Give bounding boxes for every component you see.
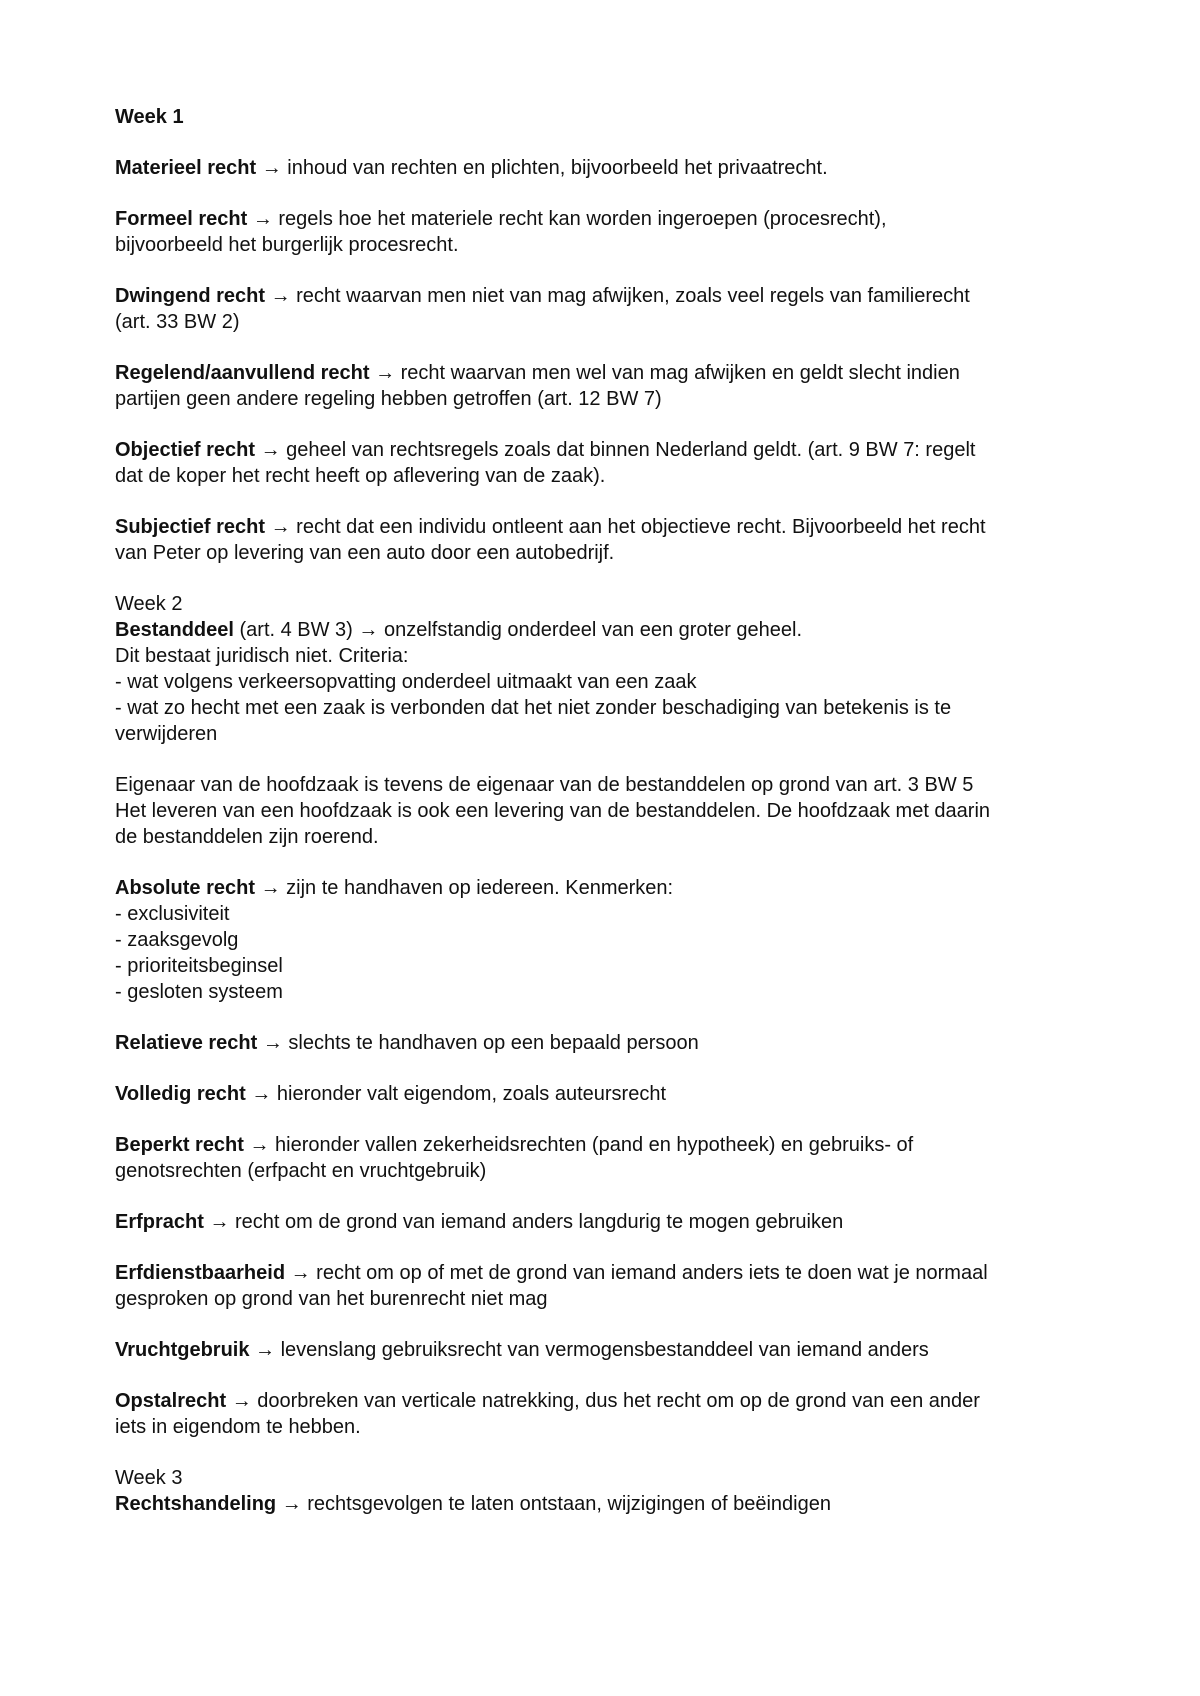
- definition-text: dat de koper het recht heeft op aflevering van de zaak).: [115, 465, 606, 487]
- article-reference: (art. 4 BW 3): [233, 619, 359, 641]
- definition-term: Vruchtgebruik: [115, 1339, 250, 1361]
- paragraph-line: Eigenaar van de hoofdzaak is tevens de eigenaar van de bestanddelen op grond van art. 3 BW 5: [115, 774, 974, 796]
- definition-text: genotsrechten (erfpacht en vruchtgebruik): [115, 1160, 487, 1182]
- definition-materieel-recht: [115, 155, 1104, 181]
- definition-text: regels hoe het materiele recht kan worden ingeroepen (procesrecht),: [272, 208, 887, 230]
- definition-volledig-recht: [115, 1081, 1104, 1107]
- criteria-item: verwijderen: [115, 723, 218, 745]
- definition-text: recht waarvan men niet van mag afwijken, zoals veel regels van familierecht: [290, 285, 970, 307]
- definition-text: rechtsgevolgen te laten ontstaan, wijzigingen of beëindigen: [301, 1493, 831, 1515]
- definition-term: Absolute recht: [115, 877, 256, 899]
- paragraph-line: Het leveren van een hoofdzaak is ook een levering van de bestanddelen. De hoofdzaak met daarin: [115, 800, 991, 822]
- week-heading: Week 3: [115, 1467, 183, 1489]
- definition-term: Dwingend recht: [115, 285, 266, 307]
- definition-beperkt-recht: [115, 1132, 1104, 1184]
- definition-regelend-recht: [115, 360, 1104, 412]
- definition-text: iets in eigendom te hebben.: [115, 1416, 361, 1438]
- definition-text: onzelfstandig onderdeel van een groter geheel.: [378, 619, 803, 641]
- arrow-icon: →: [251, 1083, 272, 1105]
- arrow-icon: →: [270, 285, 291, 307]
- definition-opstalrecht: [115, 1388, 1104, 1440]
- definition-text: Dit bestaat juridisch niet. Criteria:: [115, 645, 409, 667]
- definition-text: inhoud van rechten en plichten, bijvoorbeeld het privaatrecht.: [281, 157, 828, 179]
- definition-text: (art. 33 BW 2): [115, 311, 240, 333]
- list-item: - gesloten systeem: [115, 981, 283, 1003]
- definition-text: recht waarvan men wel van mag afwijken en geldt slecht indien: [395, 362, 960, 384]
- week-heading: Week 1: [115, 106, 184, 128]
- arrow-icon: →: [270, 516, 291, 538]
- arrow-icon: →: [261, 157, 282, 179]
- list-item: - exclusiviteit: [115, 903, 230, 925]
- definition-text: levenslang gebruiksrecht van vermogensbestanddeel van iemand anders: [275, 1339, 929, 1361]
- definition-formeel-recht: [115, 206, 1104, 258]
- definition-text: bijvoorbeeld het burgerlijk procesrecht.: [115, 234, 459, 256]
- week3-block: [115, 1465, 1104, 1517]
- definition-dwingend-recht: [115, 283, 1104, 335]
- arrow-icon: →: [249, 1134, 270, 1156]
- paragraph-line: de bestanddelen zijn roerend.: [115, 826, 379, 848]
- definition-erfdienstbaarheid: [115, 1260, 1104, 1312]
- definition-term: Regelend/aanvullend recht: [115, 362, 370, 384]
- definition-text: geheel van rechtsregels zoals dat binnen Nederland geldt. (art. 9 BW 7: regelt: [280, 439, 976, 461]
- arrow-icon: →: [231, 1390, 252, 1412]
- definition-term: Opstalrecht: [115, 1390, 227, 1412]
- definition-text: van Peter op levering van een auto door een autobedrijf.: [115, 542, 615, 564]
- definition-text: doorbreken van verticale natrekking, dus het recht om op de grond van een ander: [251, 1390, 980, 1412]
- arrow-icon: →: [290, 1262, 311, 1284]
- definition-term: Subjectief recht: [115, 516, 266, 538]
- arrow-icon: →: [260, 877, 281, 899]
- definition-text: recht om de grond van iemand anders langdurig te mogen gebruiken: [229, 1211, 844, 1233]
- definition-text: recht om op of met de grond van iemand anders iets te doen wat je normaal: [310, 1262, 988, 1284]
- definition-text: hieronder valt eigendom, zoals auteursrecht: [271, 1083, 666, 1105]
- criteria-item: - wat zo hecht met een zaak is verbonden dat het niet zonder beschadiging van betekenis is te: [115, 697, 952, 719]
- definition-text: zijn te handhaven op iedereen. Kenmerken:: [280, 877, 674, 899]
- week-heading: Week 2: [115, 593, 183, 615]
- definition-term: Objectief recht: [115, 439, 256, 461]
- list-item: - zaaksgevolg: [115, 929, 239, 951]
- definition-term: Rechtshandeling: [115, 1493, 277, 1515]
- week1-heading-block: [115, 104, 1104, 130]
- definition-term: Formeel recht: [115, 208, 248, 230]
- definition-term: Relatieve recht: [115, 1032, 258, 1054]
- week2-bestanddeel-block: [115, 591, 1104, 747]
- arrow-icon: →: [281, 1493, 302, 1515]
- definition-term: Materieel recht: [115, 157, 257, 179]
- definition-term: Bestanddeel: [115, 619, 234, 641]
- eigenaar-paragraph: [115, 772, 1104, 850]
- arrow-icon: →: [260, 439, 281, 461]
- definition-absolute-recht: [115, 875, 1104, 1005]
- criteria-item: - wat volgens verkeersopvatting onderdeel uitmaakt van een zaak: [115, 671, 697, 693]
- definition-relatieve-recht: [115, 1030, 1104, 1056]
- arrow-icon: →: [358, 619, 379, 641]
- arrow-icon: →: [262, 1032, 283, 1054]
- arrow-icon: →: [255, 1339, 276, 1361]
- definition-text: recht dat een individu ontleent aan het objectieve recht. Bijvoorbeeld het recht: [290, 516, 986, 538]
- definition-term: Volledig recht: [115, 1083, 246, 1105]
- definition-term: Beperkt recht: [115, 1134, 244, 1156]
- definition-erfpracht: [115, 1209, 1104, 1235]
- arrow-icon: →: [375, 362, 396, 384]
- definition-objectief-recht: [115, 437, 1104, 489]
- arrow-icon: →: [252, 208, 273, 230]
- definition-term: Erfpracht: [115, 1211, 204, 1233]
- definition-vruchtgebruik: [115, 1337, 1104, 1363]
- definition-text: hieronder vallen zekerheidsrechten (pand en hypotheek) en gebruiks- of: [269, 1134, 914, 1156]
- definition-text: slechts te handhaven op een bepaald persoon: [282, 1032, 699, 1054]
- arrow-icon: →: [209, 1211, 230, 1233]
- definition-text: gesproken op grond van het burenrecht niet mag: [115, 1288, 548, 1310]
- definition-text: partijen geen andere regeling hebben getroffen (art. 12 BW 7): [115, 388, 662, 410]
- definition-subjectief-recht: [115, 514, 1104, 566]
- definition-term: Erfdienstbaarheid: [115, 1262, 286, 1284]
- list-item: - prioriteitsbeginsel: [115, 955, 283, 977]
